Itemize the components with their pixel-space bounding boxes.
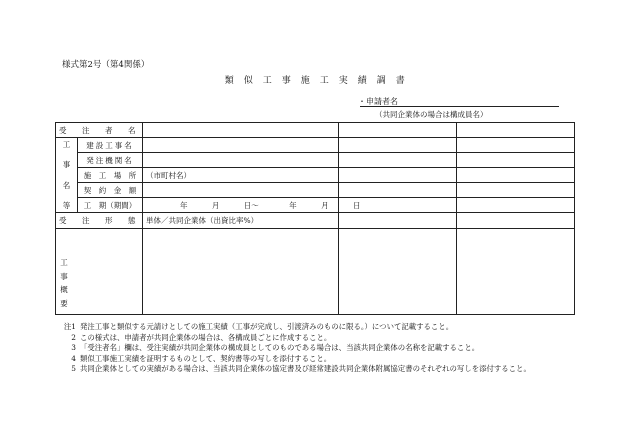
note-text: 類似工事施工実績を証明するものとして、契約書等の写しを添付すること。 bbox=[80, 353, 332, 363]
location-cell-2[interactable] bbox=[339, 168, 457, 183]
summary-side-char: 要 bbox=[60, 298, 68, 308]
note-number: 3 bbox=[71, 343, 76, 352]
work-side-label bbox=[56, 138, 78, 213]
note-number: 5 bbox=[71, 364, 76, 373]
performance-table bbox=[55, 122, 575, 315]
period-year-1: 年 bbox=[180, 200, 188, 210]
applicant-name-note: （共同企業体の場合は構成員名） bbox=[375, 110, 488, 119]
order-form-label: 受 注 形 態 bbox=[56, 213, 143, 229]
contractor-row bbox=[56, 123, 575, 138]
contractor-cell-1[interactable] bbox=[143, 123, 339, 138]
contract-amount-row bbox=[56, 183, 575, 198]
summary-cell-1[interactable] bbox=[143, 229, 339, 315]
order-form-row bbox=[56, 213, 575, 229]
contract-amount-cell-2[interactable] bbox=[339, 183, 457, 198]
work-name-label: 建設工事名 bbox=[78, 138, 143, 153]
summary-cell-2[interactable] bbox=[339, 229, 457, 315]
work-name-cell-2[interactable] bbox=[339, 138, 457, 153]
applicant-name-label: ・申請者名 bbox=[358, 97, 398, 106]
note-item bbox=[62, 322, 590, 333]
contractor-cell-2[interactable] bbox=[339, 123, 457, 138]
work-side-char: 事 bbox=[62, 160, 71, 170]
form-number: 様式第2号（第4関係） bbox=[62, 60, 150, 70]
work-side-char: 等 bbox=[62, 200, 71, 210]
summary-side-char: 概 bbox=[60, 285, 68, 295]
period-label: 工 期（期間） bbox=[78, 198, 143, 213]
orderer-cell-1[interactable] bbox=[143, 153, 339, 168]
work-side-char: 名 bbox=[62, 180, 71, 190]
location-cell-3[interactable] bbox=[457, 168, 575, 183]
period-day-1: 日～ bbox=[243, 200, 259, 210]
period-month-2: 月 bbox=[321, 200, 329, 210]
summary-side-label bbox=[56, 229, 143, 315]
contract-amount-cell-1[interactable] bbox=[143, 183, 339, 198]
summary-side-char: 事 bbox=[60, 271, 68, 281]
orderer-cell-2[interactable] bbox=[339, 153, 457, 168]
work-side-char: 工 bbox=[62, 140, 71, 149]
order-form-cell-2[interactable] bbox=[339, 213, 457, 229]
order-form-value[interactable]: 単体／共同企業体（出資比率%） bbox=[143, 213, 339, 229]
location-row bbox=[56, 168, 575, 183]
summary-cell-3[interactable] bbox=[457, 229, 575, 315]
note-number: 2 bbox=[71, 332, 76, 342]
period-year-2: 年 bbox=[289, 200, 297, 210]
period-row bbox=[56, 198, 575, 213]
work-name-cell-1[interactable] bbox=[143, 138, 339, 153]
contract-amount-label: 契 約 金 額 bbox=[78, 183, 143, 198]
work-name-cell-3[interactable] bbox=[457, 138, 575, 153]
orderer-label: 発注機関名 bbox=[78, 153, 143, 168]
orderer-row bbox=[56, 153, 575, 168]
location-label: 施 工 場 所 bbox=[78, 168, 143, 183]
work-name-row bbox=[56, 138, 575, 153]
period-month-1: 月 bbox=[211, 200, 220, 210]
note-text: 発注工事と類似する元請けとしての施工実績（工事が完成し、引渡済みのものに限る。）について記載すること。 bbox=[80, 322, 454, 331]
summary-side-char: 工 bbox=[60, 258, 68, 267]
work-summary-row bbox=[56, 229, 575, 315]
location-value[interactable]: （市町村名） bbox=[143, 168, 339, 183]
note-item bbox=[62, 364, 590, 375]
note-text: 共同企業体としての実績がある場合は、当該共同企業体の協定書及び経常建設共同企業体附属協定書のそれぞれの写しを添付すること。 bbox=[80, 364, 531, 373]
period-day-2: 日 bbox=[352, 200, 361, 210]
note-number: 注1 bbox=[63, 322, 76, 331]
note-item bbox=[62, 333, 590, 344]
period-dates[interactable] bbox=[143, 198, 361, 213]
note-text: この様式は、申請者が共同企業体の場合は、各構成員ごとに作成すること。 bbox=[80, 332, 332, 342]
note-number: 4 bbox=[71, 353, 76, 363]
notes-section bbox=[62, 322, 590, 375]
note-text: 「受注者名」欄は、受注実績が共同企業体の構成員としてのものである場合は、当該共同企業体の名称を記載すること。 bbox=[80, 343, 480, 352]
contractor-label: 受 注 者 名 bbox=[56, 123, 143, 138]
contract-amount-cell-3[interactable] bbox=[457, 183, 575, 198]
document-title: 類 似 工 事 施 工 実 績 調 書 bbox=[224, 76, 406, 86]
orderer-cell-3[interactable] bbox=[457, 153, 575, 168]
contractor-cell-3[interactable] bbox=[457, 123, 575, 138]
period-cell-3[interactable] bbox=[457, 198, 575, 213]
applicant-name-line[interactable] bbox=[360, 106, 559, 107]
order-form-cell-3[interactable] bbox=[457, 213, 575, 229]
note-item bbox=[62, 343, 590, 354]
note-item bbox=[62, 354, 590, 365]
